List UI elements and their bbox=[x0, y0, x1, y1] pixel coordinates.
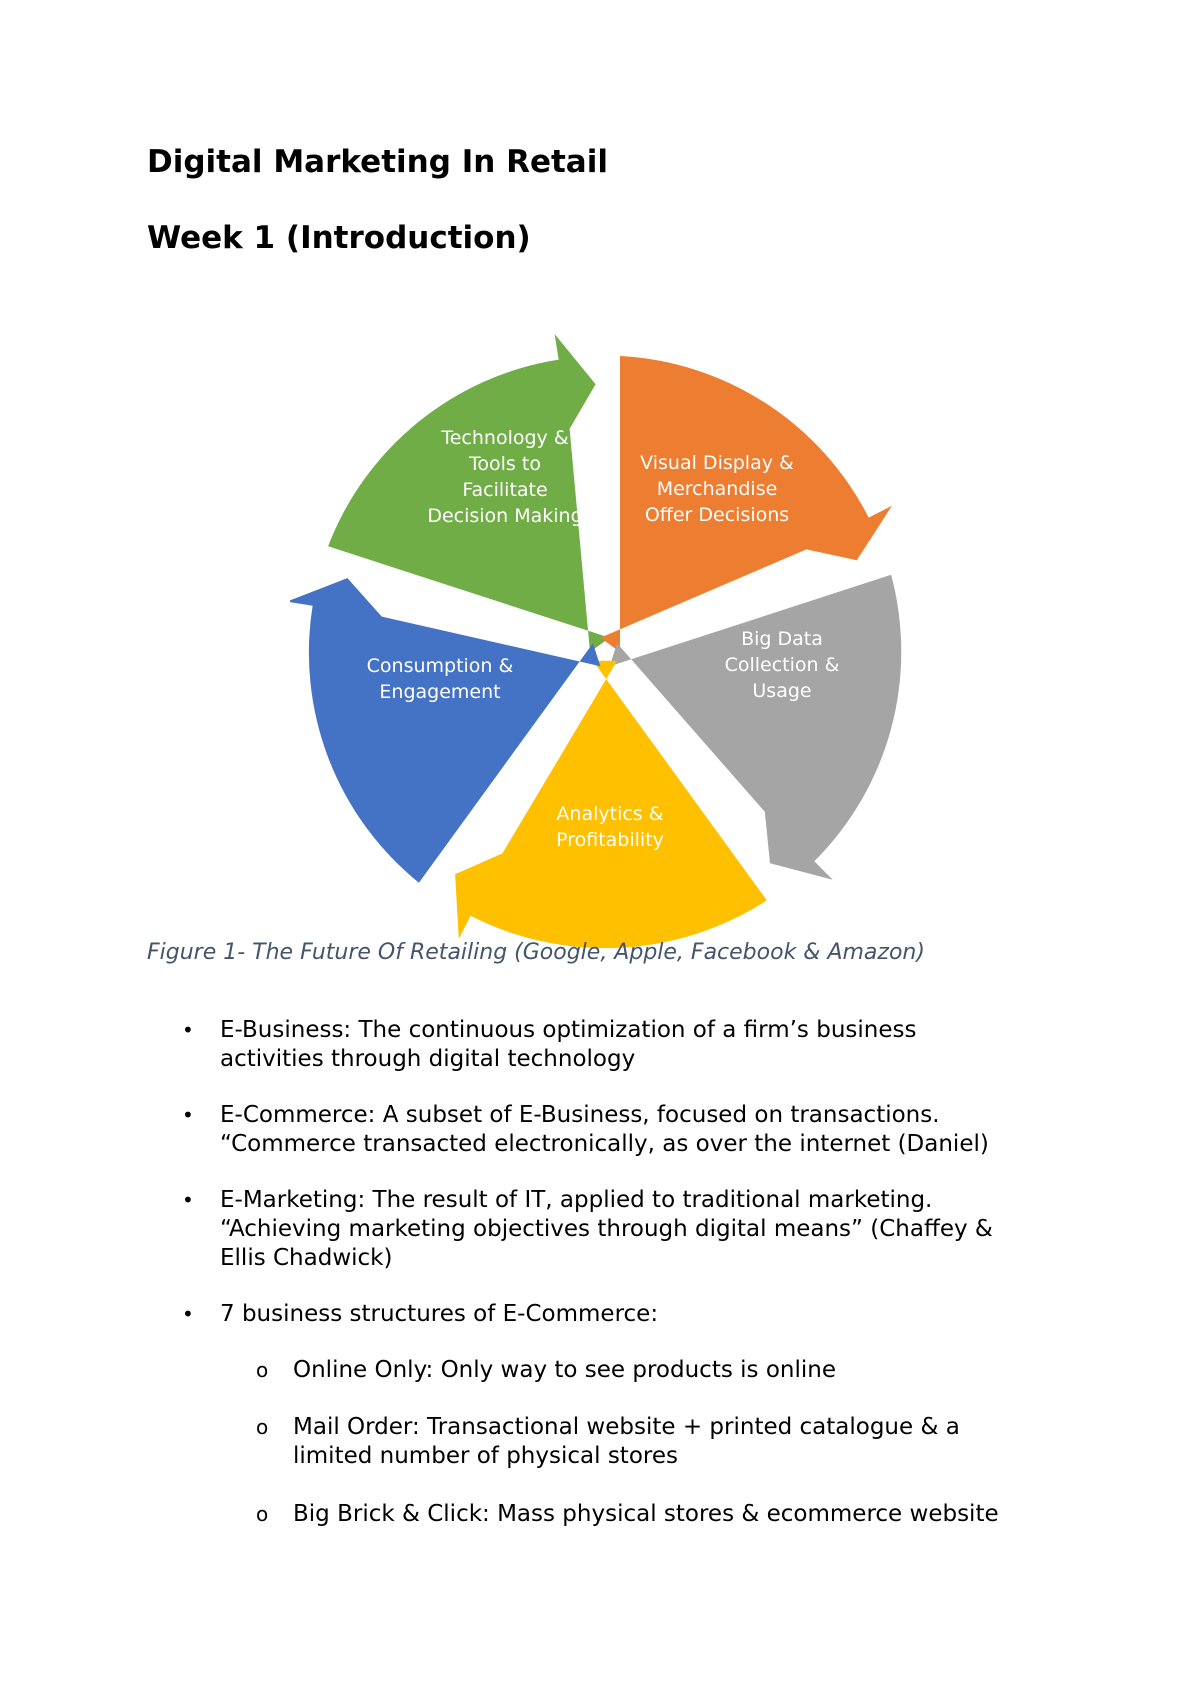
bullet-marker: • bbox=[182, 1302, 194, 1326]
diagram-segment-label: Technology & Tools to Facilitate Decision Making bbox=[427, 427, 583, 527]
list-item-line: 7 business structures of E-Commerce: bbox=[220, 1301, 659, 1327]
figure-caption: Figure 1- The Future Of Retailing (Google, Apple, Facebook & Amazon) bbox=[147, 940, 925, 965]
bullet-marker: • bbox=[182, 1188, 194, 1212]
bullet-marker: • bbox=[182, 1103, 194, 1127]
list-item-line: Online Only: Only way to see products is online bbox=[293, 1357, 836, 1383]
list-item-line: E-Marketing: The result of IT, applied to traditional marketing. bbox=[220, 1187, 933, 1213]
retail-cycle-diagram bbox=[290, 325, 930, 950]
diagram-segment-label: Consumption & Engagement bbox=[366, 655, 514, 703]
document-title: Digital Marketing In Retail bbox=[147, 144, 608, 180]
list-item-line: E-Business: The continuous optimization of a firm’s business bbox=[220, 1017, 917, 1043]
list-item-e-marketing bbox=[182, 1186, 1070, 1273]
list-item-line: “Achieving marketing objectives through digital means” (Chaffey & bbox=[220, 1216, 993, 1242]
list-item-line: activities through digital technology bbox=[220, 1046, 636, 1072]
diagram-segment-label: Analytics & Profitability bbox=[556, 803, 664, 851]
diagram-segment-label: Big Data Collection & Usage bbox=[724, 628, 840, 702]
document-subtitle: Week 1 (Introduction) bbox=[147, 220, 531, 256]
list-item-line: “Commerce transacted electronically, as over the internet (Daniel) bbox=[220, 1131, 989, 1157]
list-item-line: E-Commerce: A subset of E-Business, focused on transactions. bbox=[220, 1102, 940, 1128]
list-item-line: Mail Order: Transactional website + printed catalogue & a bbox=[293, 1414, 960, 1440]
list-item-e-business bbox=[182, 1016, 1070, 1074]
sub-bullet-marker: o bbox=[256, 1502, 269, 1526]
sub-bullet-marker: o bbox=[256, 1358, 269, 1382]
list-item-business-structures bbox=[182, 1300, 1070, 1329]
sub-bullet-marker: o bbox=[256, 1415, 269, 1439]
bullet-marker: • bbox=[182, 1018, 194, 1042]
list-item-e-commerce bbox=[182, 1101, 1070, 1159]
sublist-item-big-brick-click bbox=[256, 1500, 1073, 1529]
list-item-line: Big Brick & Click: Mass physical stores & ecommerce website bbox=[293, 1501, 999, 1527]
list-item-line: Ellis Chadwick) bbox=[220, 1245, 393, 1271]
list-item-line: limited number of physical stores bbox=[293, 1443, 678, 1469]
diagram-segment-label: Visual Display & Merchandise Offer Decisions bbox=[640, 452, 794, 526]
sublist-item-online-only bbox=[256, 1356, 1073, 1385]
sublist-item-mail-order bbox=[256, 1413, 1073, 1471]
